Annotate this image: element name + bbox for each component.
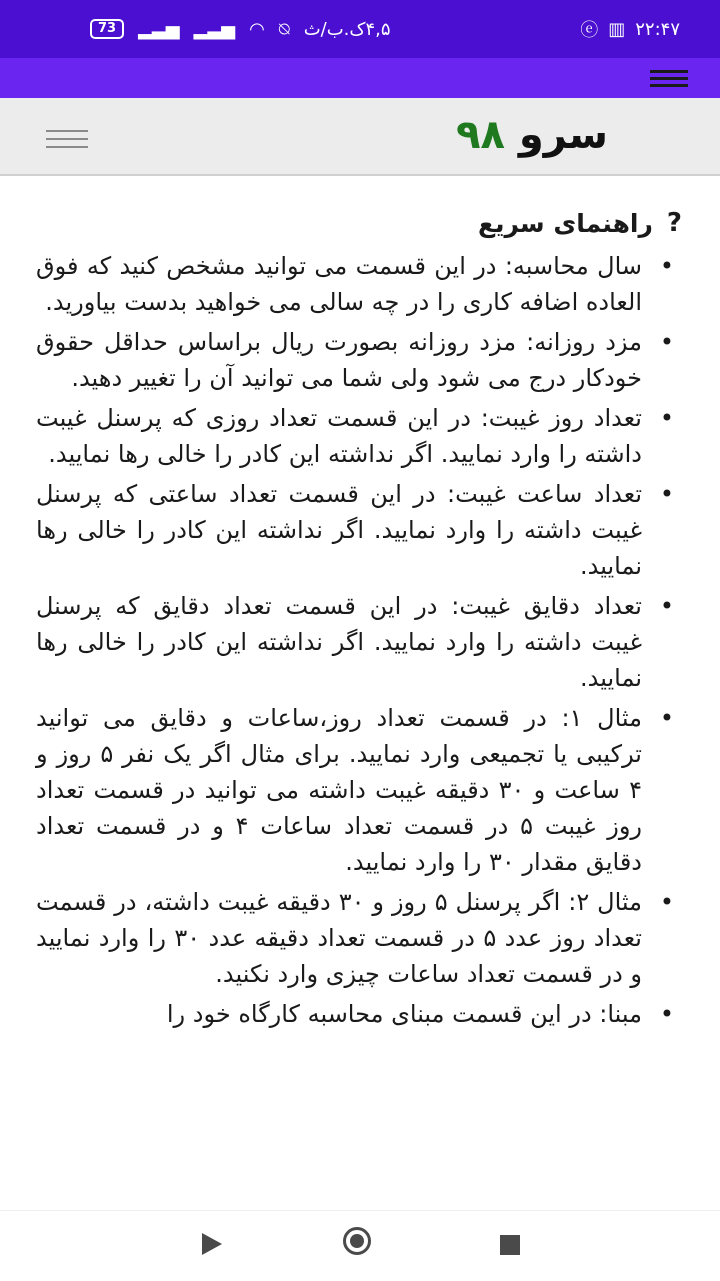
status-bar bbox=[0, 0, 720, 58]
back-icon[interactable] bbox=[202, 1233, 222, 1255]
top-toolbar bbox=[0, 58, 720, 98]
list-item: • تعداد دقایق غیبت: در این قسمت تعداد دقایق که پرسنل غیبت داشته را وارد نمایید. اگر نداشته این کادر را خالی رها نمایید. bbox=[36, 592, 674, 692]
signal-icon-2: ▂▃▅ bbox=[193, 18, 236, 40]
drawer-menu-icon[interactable] bbox=[46, 124, 88, 148]
app-title-number: ۹۸ bbox=[456, 112, 505, 158]
app-header bbox=[0, 98, 720, 176]
app-icon: ⓔ bbox=[580, 20, 599, 41]
home-icon[interactable] bbox=[343, 1227, 371, 1255]
signal-icon: ▂▃▅ bbox=[138, 18, 180, 40]
recent-apps-icon[interactable] bbox=[500, 1235, 520, 1255]
network-speed: ۴,۵ک.ب/ث bbox=[303, 18, 391, 40]
status-right bbox=[580, 16, 680, 42]
system-nav-bar bbox=[0, 1210, 720, 1281]
status-time: ۲۲:۴۷ bbox=[635, 18, 680, 40]
guide-heading bbox=[0, 208, 682, 238]
trash-icon: ▥ bbox=[608, 18, 626, 40]
status-left bbox=[90, 19, 391, 40]
list-item: • سال محاسبه: در این قسمت می توانید مشخص کنید که فوق العاده اضافه کاری را در چه سالی می خواهید بدست بیاورید. bbox=[36, 252, 674, 316]
notification-muted-icon: ⍉ bbox=[278, 18, 290, 40]
guide-list bbox=[0, 248, 720, 1032]
guide-content[interactable] bbox=[0, 200, 720, 1210]
list-item: • مبنا: در این قسمت مبنای محاسبه کارگاه خود را bbox=[166, 1000, 674, 1028]
app-title-text: سرو bbox=[518, 112, 608, 158]
list-item: • تعداد روز غیبت: در این قسمت تعداد روزی که پرسنل غیبت داشته را وارد نمایید. اگر نداشته این کادر را خالی رها نمایید. bbox=[36, 404, 674, 468]
hamburger-menu-icon[interactable] bbox=[650, 66, 688, 90]
list-item: • مثال ۲: اگر پرسنل ۵ روز و ۳۰ دقیقه غیبت داشته، در قسمت تعداد روز عدد ۵ در قسمت تعداد دقیقه عدد ۳۰ را وارد نمایید و در قسمت تعداد ساعات چیزی وارد نکنید. bbox=[36, 888, 674, 988]
help-icon: ? bbox=[666, 208, 682, 238]
battery-icon: 73 bbox=[90, 19, 124, 39]
wifi-icon: ◠ bbox=[249, 18, 265, 40]
guide-heading-text: راهنمای سریع bbox=[478, 208, 653, 238]
app-title bbox=[456, 112, 608, 158]
list-item: • مثال ۱: در قسمت تعداد روز،ساعات و دقایق می توانید ترکیبی یا تجمیعی وارد نمایید. برای مثال اگر یک نفر ۵ روز و ۴ ساعت و ۳۰ دقیقه غیبت داشته می توانید در قسمت تعداد روز غیبت ۵ در قسمت تعداد ساعات ۴ و در قسمت تعداد دقایق مقدار ۳۰ را وارد نمایید. bbox=[36, 704, 674, 876]
list-item: • مزد روزانه: مزد روزانه بصورت ریال براساس حداقل حقوق خودکار درج می شود ولی شما می توانید آن را تغییر دهید. bbox=[36, 328, 674, 392]
list-item: • تعداد ساعت غیبت: در این قسمت تعداد ساعتی که پرسنل غیبت داشته را وارد نمایید. اگر نداشته این کادر را خالی رها نمایید. bbox=[36, 480, 674, 580]
